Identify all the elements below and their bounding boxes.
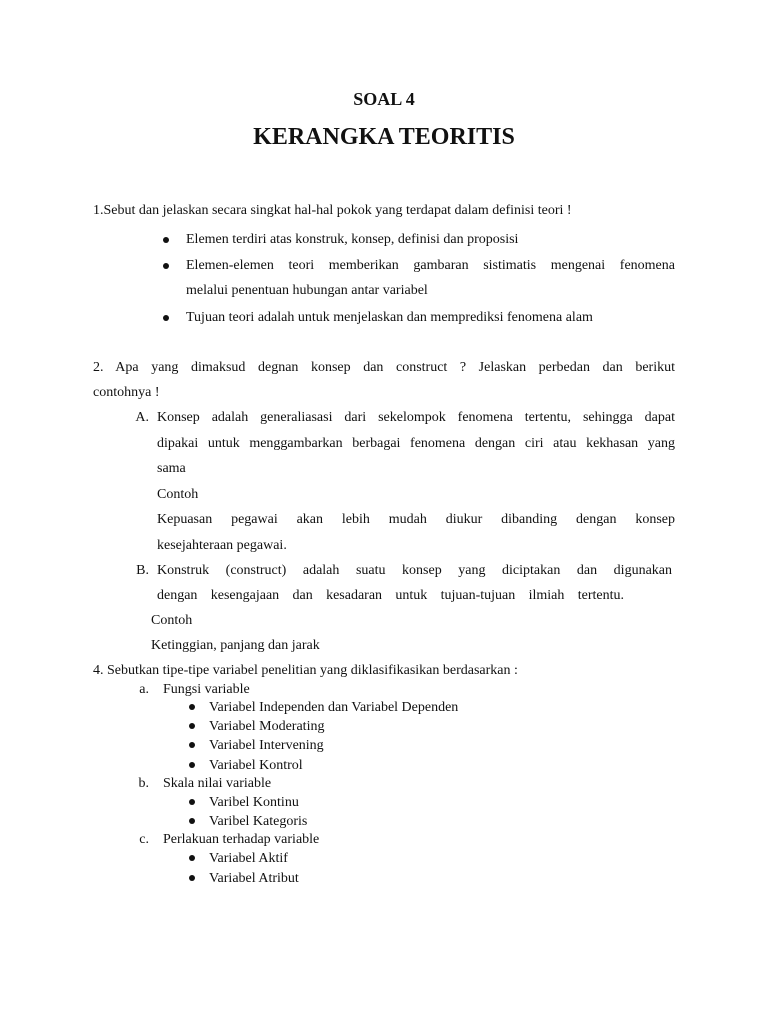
q2-item-a-example-label: Contoh bbox=[157, 487, 199, 502]
q4-group-b-item-1: Varibel Kontinu bbox=[209, 795, 299, 810]
question-1: 1.Sebut dan jelaskan secara singkat hal-hal pokok yang terdapat dalam definisi teori ! bbox=[93, 203, 572, 218]
q1-bullet-3: Tujuan teori adalah untuk menjelaskan dan memprediksi fenomena alam bbox=[186, 310, 593, 325]
q2-item-a-line-1: Konsep adalah generaliasasi dari sekelompok fenomena tertentu, sehingga dapat bbox=[157, 410, 675, 425]
q4-group-c-item-1: Variabel Aktif bbox=[209, 851, 288, 866]
bullet-icon bbox=[189, 855, 195, 861]
q2-item-a-letter: A. bbox=[135, 410, 149, 425]
q2-item-b-line-1: Konstruk (construct) adalah suatu konsep yang diciptakan dan digunakan bbox=[157, 563, 672, 578]
q4-group-b-letter: b. bbox=[138, 776, 149, 791]
question-2-line-1: 2. Apa yang dimaksud degnan konsep dan construct ? Jelaskan perbedan dan berikut bbox=[93, 360, 675, 375]
q4-group-a-item-3: Variabel Intervening bbox=[209, 738, 324, 753]
q2-item-a-line-3: sama bbox=[157, 461, 186, 476]
q1-bullet-2-line-1: Elemen-elemen teori memberikan gambaran sistimatis mengenai fenomena bbox=[186, 258, 675, 273]
q2-item-b-line-2: dengan kesengajaan dan kesadaran untuk tujuan-tujuan ilmiah tertentu. bbox=[157, 588, 624, 603]
q2-item-a-example-line-1: Kepuasan pegawai akan lebih mudah diukur dibanding dengan konsep bbox=[157, 512, 675, 527]
bullet-icon bbox=[189, 723, 195, 729]
q2-item-b-letter: B. bbox=[136, 563, 149, 578]
q4-group-a-label: Fungsi variable bbox=[163, 682, 250, 697]
q2-item-a-example-line-2: kesejahteraan pegawai. bbox=[157, 538, 287, 553]
q4-group-a-letter: a. bbox=[139, 682, 149, 697]
question-4: 4. Sebutkan tipe-tipe variabel penelitian yang diklasifikasikan berdasarkan : bbox=[93, 663, 518, 678]
q1-bullet-1: Elemen terdiri atas konstruk, konsep, definisi dan proposisi bbox=[186, 232, 519, 247]
q4-group-c-letter: c. bbox=[139, 832, 149, 847]
q2-item-a-line-2: dipakai untuk menggambarkan berbagai fenomena dengan ciri atau kekhasan yang bbox=[157, 436, 675, 451]
bullet-icon bbox=[189, 875, 195, 881]
bullet-icon bbox=[163, 263, 169, 269]
q4-group-b-item-2: Varibel Kategoris bbox=[209, 814, 308, 829]
q2-item-b-example-label: Contoh bbox=[151, 613, 193, 628]
q4-group-a-item-1: Variabel Independen dan Variabel Dependen bbox=[209, 700, 459, 715]
q1-bullet-2-line-2: melalui penentuan hubungan antar variabel bbox=[186, 283, 428, 298]
bullet-icon bbox=[189, 704, 195, 710]
q4-group-a-item-4: Variabel Kontrol bbox=[209, 758, 303, 773]
document-title: KERANGKA TEORITIS bbox=[253, 124, 515, 150]
bullet-icon bbox=[163, 237, 169, 243]
bullet-icon bbox=[189, 762, 195, 768]
q4-group-c-item-2: Variabel Atribut bbox=[209, 871, 299, 886]
document-heading: SOAL 4 bbox=[353, 89, 415, 109]
bullet-icon bbox=[163, 315, 169, 321]
q2-item-b-example-line-1: Ketinggian, panjang dan jarak bbox=[151, 638, 320, 653]
bullet-icon bbox=[189, 818, 195, 824]
q4-group-c-label: Perlakuan terhadap variable bbox=[163, 832, 320, 847]
q4-group-b-label: Skala nilai variable bbox=[163, 776, 272, 791]
bullet-icon bbox=[189, 742, 195, 748]
question-2-line-2: contohnya ! bbox=[93, 385, 160, 400]
bullet-icon bbox=[189, 799, 195, 805]
q4-group-a-item-2: Variabel Moderating bbox=[209, 719, 325, 734]
